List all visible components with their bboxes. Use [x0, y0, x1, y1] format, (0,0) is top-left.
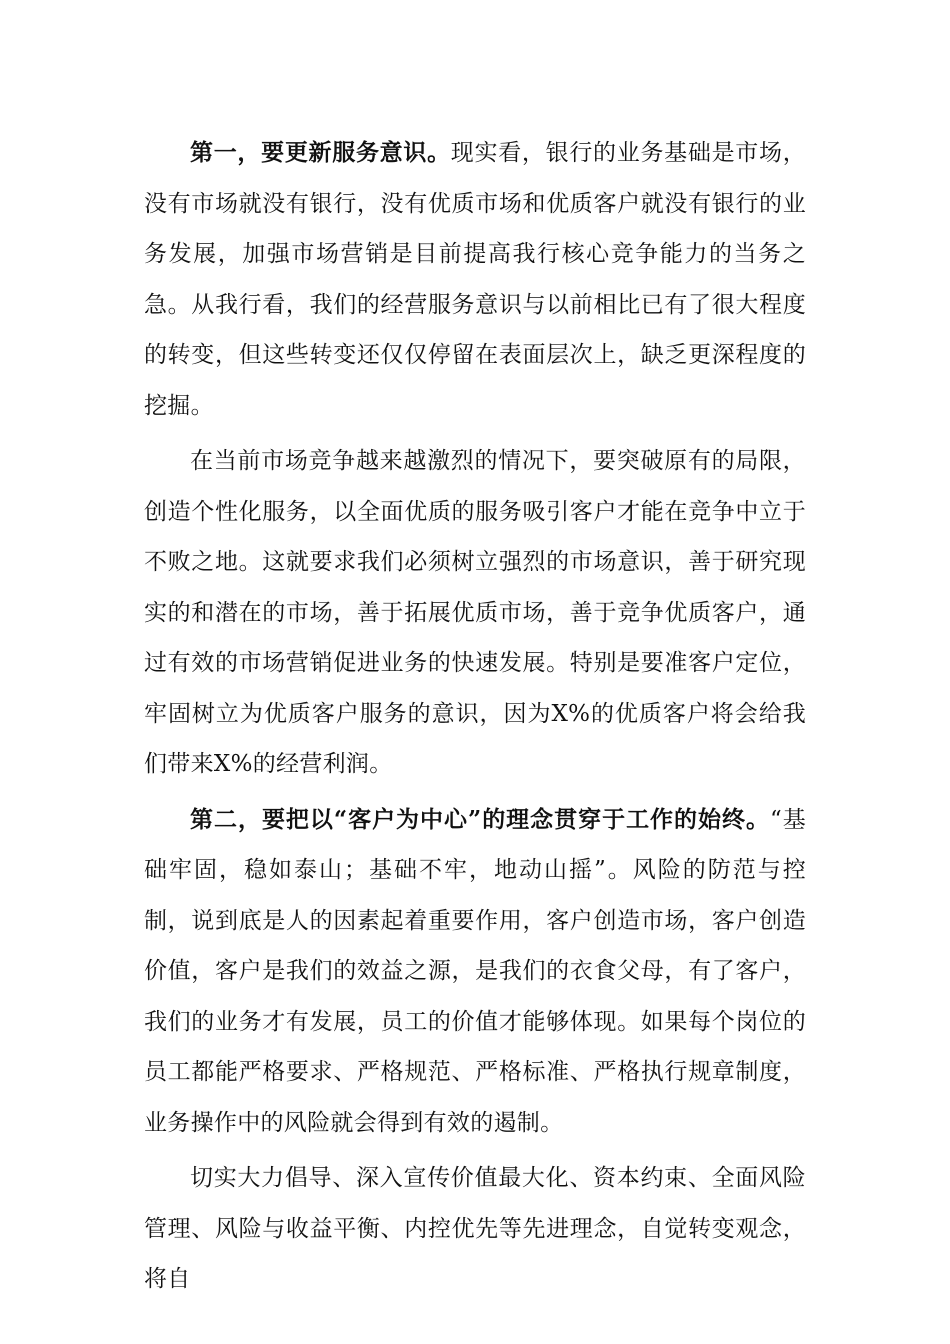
- paragraph-lead: 第一，要更新服务意识。: [190, 139, 451, 166]
- paragraph-service-awareness: [144, 128, 806, 431]
- paragraph-text: 现实看，银行的业务基础是市场，没有市场就没有银行，没有优质市场和优质客户就没有银行的业务发展，加强市场营销是目前提高我行核心竞争能力的当务之急。从我行看，我们的经营服务意识与以前相比已有了很大程度的转变，但这些转变还仅仅停留在表面层次上，缺乏更深程度的挖掘。: [144, 140, 807, 419]
- paragraph-lead: 第二，要把以“客户为中心”的理念贯穿于工作的始终。: [190, 805, 770, 833]
- paragraph-text: “基础牢固，稳如泰山；基础不牢，地动山摇”。风险的防范与控制，说到底是人的因素起着重要作用，客户创造市场，客户创造价值，客户是我们的效益之源，是我们的衣食父母，有了客户，我们的业务才有发展，员工的价值才能够体现。如果每个岗位的员工都能严格要求、严格规范、严格标准、严格执行规章制度，业务操作中的风险就会得到有效的遏制。: [144, 806, 806, 1136]
- paragraph-customer-centered: [144, 795, 806, 1149]
- paragraph-text: 切实大力倡导、深入宣传价值最大化、资本约束、全面风险管理、风险与收益平衡、内控优先等先进理念，自觉转变观念，将自: [144, 1165, 806, 1292]
- paragraph-market-competition: [144, 436, 806, 790]
- paragraph-text: 在当前市场竞争越来越激烈的情况下，要突破原有的局限，创造个性化服务，以全面优质的服务吸引客户才能在竞争中立于不败之地。这就要求我们必须树立强烈的市场意识，善于研究现实的和潜在的市场，善于拓展优质市场，善于竞争优质客户，通过有效的市场营销促进业务的快速发展。特别是要准客户定位，牢固树立为优质客户服务的意识，因为X%的优质客户将会给我们带来X%的经营利润。: [144, 448, 806, 777]
- paragraph-advocate-concepts: [144, 1153, 806, 1305]
